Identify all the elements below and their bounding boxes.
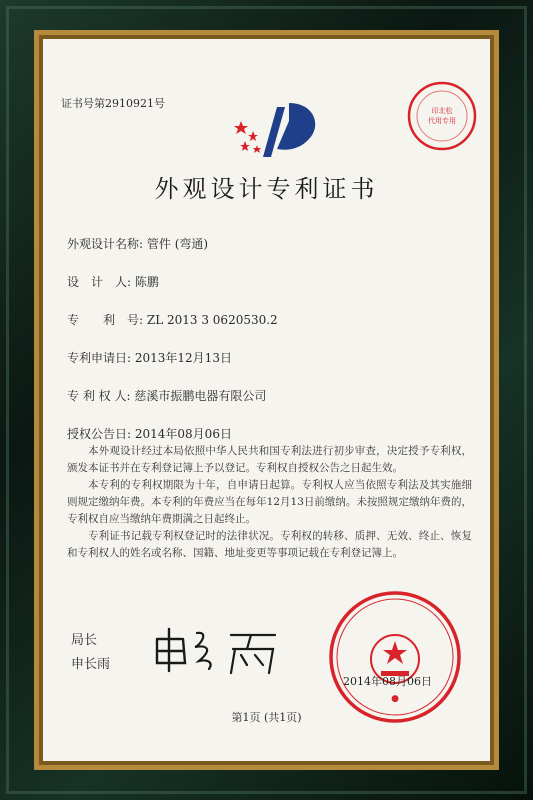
field-label: 专利申请日: xyxy=(67,351,132,365)
field-grant-date xyxy=(67,425,232,442)
field-value: 2013年12月13日 xyxy=(134,351,232,365)
field-filing-date xyxy=(67,349,232,366)
field-label: 外观设计名称: xyxy=(67,237,144,251)
agency-seal xyxy=(405,79,479,153)
field-value: ZL 2013 3 0620530.2 xyxy=(146,313,278,327)
director-title: 局长 xyxy=(71,633,98,648)
certificate-title: 外观设计专利证书 xyxy=(154,175,379,203)
field-label: 设 计 人: xyxy=(67,275,132,289)
field-value: 管件 (弯通) xyxy=(146,237,209,251)
svg-text:●: ● xyxy=(391,694,399,704)
body-paragraph: 本外观设计经过本局依照中华人民共和国专利法进行初步审查，决定授予专利权，颁发本证书并在专利登记簿上予以登记。专利权自授权公告之日起生效。 xyxy=(67,445,472,474)
patent-office-logo xyxy=(227,99,327,161)
svg-text:代用专用: 代用专用 xyxy=(428,117,456,125)
svg-text:印北松: 印北松 xyxy=(431,107,453,115)
field-designer xyxy=(67,273,159,290)
body-paragraph: 本专利的专利权期限为十年，自申请日起算。专利权人应当依照专利法及其实施细则规定缴纳年费。本专利的年费应当在每年12月13日前缴纳。未按照规定缴纳年费的，专利权自应当缴纳年费期满之日起终止。 xyxy=(67,479,472,525)
field-label: 专 利 权 人: xyxy=(67,389,131,403)
field-label: 专 利 号: xyxy=(67,313,144,327)
field-value: 慈溪市振鹏电器有限公司 xyxy=(134,389,267,403)
seal-date: 2014年08月06日 xyxy=(343,675,432,688)
director-name: 申长雨 xyxy=(71,657,111,672)
field-patentee xyxy=(67,387,266,404)
field-design-name xyxy=(67,235,208,252)
state-ip-office-seal xyxy=(325,587,465,727)
certificate-paper xyxy=(43,39,490,761)
certificate-number: 证书号第2910921号 xyxy=(61,97,165,110)
field-value: 陈鹏 xyxy=(134,275,159,289)
field-label: 授权公告日: xyxy=(67,427,132,441)
certificate-body xyxy=(67,443,472,562)
body-paragraph: 专利证书记载专利权登记时的法律状况。专利权的转移、质押、无效、终止、恢复和专利权人的姓名或名称、国籍、地址变更等事项记载在专利登记簿上。 xyxy=(67,530,472,559)
director-signature xyxy=(151,621,281,681)
field-value: 2014年08月06日 xyxy=(134,427,232,441)
page-number: 第1页 (共1页) xyxy=(231,711,302,724)
field-patent-number xyxy=(67,311,278,328)
